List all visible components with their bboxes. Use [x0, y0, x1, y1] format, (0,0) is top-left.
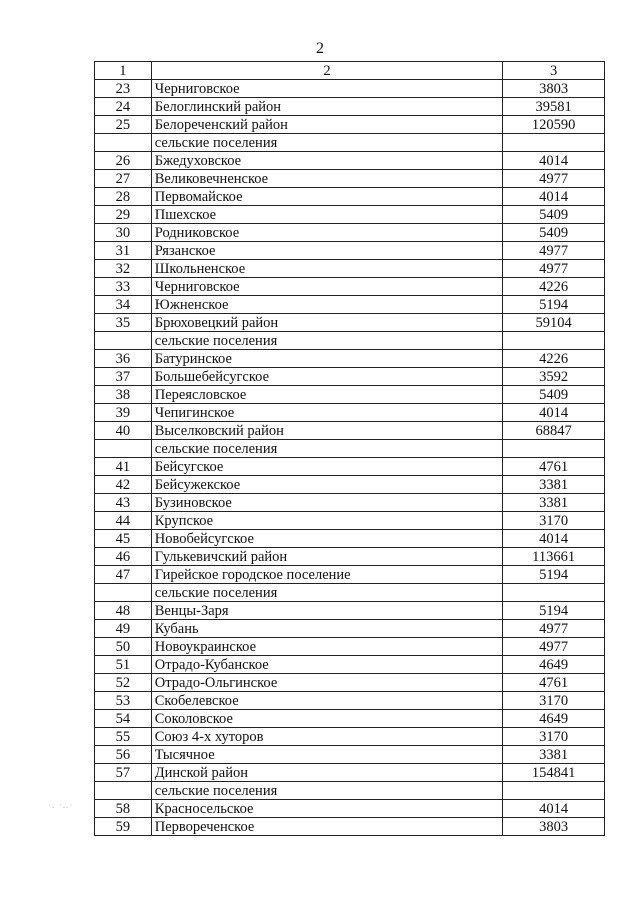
row-value: 4649 [503, 656, 605, 674]
row-number: 46 [95, 548, 152, 566]
table-row [95, 656, 605, 674]
row-name: Новоукраинское [151, 638, 503, 656]
row-value: 4014 [503, 800, 605, 818]
row-name: Бейсужекское [151, 476, 503, 494]
row-value: 3170 [503, 692, 605, 710]
header-col-3: 3 [503, 62, 605, 80]
row-value: 120590 [503, 116, 605, 134]
table-header-row [95, 62, 605, 80]
row-value: 113661 [503, 548, 605, 566]
table-row [95, 260, 605, 278]
row-name: Рязанское [151, 242, 503, 260]
table-row [95, 512, 605, 530]
row-name: Выселковский район [151, 422, 503, 440]
row-value: 59104 [503, 314, 605, 332]
table-row [95, 98, 605, 116]
row-number: 49 [95, 620, 152, 638]
row-name: Бузиновское [151, 494, 503, 512]
table-row [95, 494, 605, 512]
table-row [95, 170, 605, 188]
row-number: 52 [95, 674, 152, 692]
row-name: Батуринское [151, 350, 503, 368]
row-number: 54 [95, 710, 152, 728]
row-number: 44 [95, 512, 152, 530]
row-value: 4761 [503, 674, 605, 692]
row-number: 32 [95, 260, 152, 278]
row-value [503, 584, 605, 602]
table-row [95, 386, 605, 404]
row-value: 4014 [503, 152, 605, 170]
row-value: 39581 [503, 98, 605, 116]
row-name: Отрадо-Кубанское [151, 656, 503, 674]
table-row [95, 728, 605, 746]
row-value: 4226 [503, 278, 605, 296]
row-value: 5194 [503, 566, 605, 584]
row-value: 4014 [503, 404, 605, 422]
row-number: 45 [95, 530, 152, 548]
row-name: Первореченское [151, 818, 503, 836]
row-number [95, 134, 152, 152]
row-value: 4977 [503, 620, 605, 638]
row-value: 3381 [503, 476, 605, 494]
row-name: Венцы-Заря [151, 602, 503, 620]
row-name: Союз 4-х хуторов [151, 728, 503, 746]
table-row [95, 782, 605, 800]
table-body [95, 80, 605, 836]
row-name: сельские поселения [151, 440, 503, 458]
row-name: Белореченский район [151, 116, 503, 134]
row-number: 28 [95, 188, 152, 206]
row-number: 41 [95, 458, 152, 476]
table-row [95, 206, 605, 224]
row-number: 40 [95, 422, 152, 440]
row-number: 37 [95, 368, 152, 386]
page-number: 2 [316, 40, 324, 57]
row-name: Брюховецкий район [151, 314, 503, 332]
row-value: 3170 [503, 512, 605, 530]
table-row [95, 116, 605, 134]
row-name: Большебейсугское [151, 368, 503, 386]
row-value: 4014 [503, 530, 605, 548]
row-name: Великовечненское [151, 170, 503, 188]
table-row [95, 242, 605, 260]
row-number: 38 [95, 386, 152, 404]
row-number: 51 [95, 656, 152, 674]
row-name: Родниковское [151, 224, 503, 242]
table-row [95, 620, 605, 638]
row-value: 4977 [503, 242, 605, 260]
row-number: 25 [95, 116, 152, 134]
row-value [503, 332, 605, 350]
row-name: Гулькевичский район [151, 548, 503, 566]
row-number: 34 [95, 296, 152, 314]
table-row [95, 710, 605, 728]
row-number: 23 [95, 80, 152, 98]
table-row [95, 422, 605, 440]
row-value: 4226 [503, 350, 605, 368]
row-value: 3381 [503, 494, 605, 512]
row-name: сельские поселения [151, 134, 503, 152]
row-number: 27 [95, 170, 152, 188]
row-value [503, 782, 605, 800]
table-row [95, 818, 605, 836]
scan-smudge: ·. ·‥· [48, 800, 74, 810]
row-value: 3381 [503, 746, 605, 764]
row-name: Белоглинский район [151, 98, 503, 116]
row-number: 55 [95, 728, 152, 746]
table-row [95, 638, 605, 656]
table-row [95, 296, 605, 314]
row-number [95, 584, 152, 602]
row-name: Бжедуховское [151, 152, 503, 170]
table-row [95, 548, 605, 566]
row-number [95, 440, 152, 458]
table-row [95, 224, 605, 242]
row-number: 47 [95, 566, 152, 584]
row-name: Южненское [151, 296, 503, 314]
row-value: 4977 [503, 170, 605, 188]
table-row [95, 566, 605, 584]
row-number: 39 [95, 404, 152, 422]
row-name: Соколовское [151, 710, 503, 728]
row-number [95, 332, 152, 350]
table-row [95, 800, 605, 818]
allocation-table [94, 61, 605, 836]
row-value: 4977 [503, 260, 605, 278]
row-name: сельские поселения [151, 332, 503, 350]
row-number: 36 [95, 350, 152, 368]
row-name: Гирейское городское поселение [151, 566, 503, 584]
table-row [95, 440, 605, 458]
table-row [95, 692, 605, 710]
table-row [95, 530, 605, 548]
row-name: Первомайское [151, 188, 503, 206]
table-row [95, 134, 605, 152]
table-row [95, 746, 605, 764]
table-row [95, 476, 605, 494]
row-value [503, 134, 605, 152]
header-col-2: 2 [151, 62, 503, 80]
row-value: 5409 [503, 206, 605, 224]
row-value: 5409 [503, 224, 605, 242]
row-value: 5194 [503, 296, 605, 314]
row-number: 26 [95, 152, 152, 170]
table-row [95, 368, 605, 386]
row-number: 30 [95, 224, 152, 242]
row-number: 53 [95, 692, 152, 710]
row-value: 3803 [503, 80, 605, 98]
row-name: Скобелевское [151, 692, 503, 710]
table-row [95, 674, 605, 692]
row-number: 48 [95, 602, 152, 620]
row-number: 57 [95, 764, 152, 782]
row-name: Отрадо-Ольгинское [151, 674, 503, 692]
table-row [95, 332, 605, 350]
table-row [95, 350, 605, 368]
row-name: Динской район [151, 764, 503, 782]
row-name: Черниговское [151, 278, 503, 296]
row-number: 42 [95, 476, 152, 494]
table-row [95, 314, 605, 332]
table-row [95, 584, 605, 602]
table-row [95, 404, 605, 422]
row-number: 31 [95, 242, 152, 260]
row-value: 5194 [503, 602, 605, 620]
row-number: 24 [95, 98, 152, 116]
table-row [95, 458, 605, 476]
row-name: Тысячное [151, 746, 503, 764]
header-col-1: 1 [95, 62, 152, 80]
row-number: 58 [95, 800, 152, 818]
row-name: Пшехское [151, 206, 503, 224]
row-value [503, 440, 605, 458]
row-value: 4977 [503, 638, 605, 656]
row-number: 43 [95, 494, 152, 512]
row-value: 3592 [503, 368, 605, 386]
row-name: сельские поселения [151, 584, 503, 602]
row-number: 50 [95, 638, 152, 656]
row-name: сельские поселения [151, 782, 503, 800]
row-number: 29 [95, 206, 152, 224]
table-row [95, 80, 605, 98]
row-name: Школьненское [151, 260, 503, 278]
row-value: 3170 [503, 728, 605, 746]
table-row [95, 188, 605, 206]
row-name: Красносельское [151, 800, 503, 818]
row-name: Бейсугское [151, 458, 503, 476]
table-row [95, 764, 605, 782]
row-value: 3803 [503, 818, 605, 836]
row-value: 154841 [503, 764, 605, 782]
row-value: 5409 [503, 386, 605, 404]
row-value: 4761 [503, 458, 605, 476]
row-number: 33 [95, 278, 152, 296]
row-name: Переясловское [151, 386, 503, 404]
row-number: 59 [95, 818, 152, 836]
row-name: Новобейсугское [151, 530, 503, 548]
row-name: Чепигинское [151, 404, 503, 422]
row-value: 68847 [503, 422, 605, 440]
row-name: Черниговское [151, 80, 503, 98]
row-number: 56 [95, 746, 152, 764]
table-row [95, 278, 605, 296]
row-number [95, 782, 152, 800]
table-row [95, 152, 605, 170]
row-name: Крупское [151, 512, 503, 530]
row-name: Кубань [151, 620, 503, 638]
row-number: 35 [95, 314, 152, 332]
table-row [95, 602, 605, 620]
row-value: 4014 [503, 188, 605, 206]
row-value: 4649 [503, 710, 605, 728]
